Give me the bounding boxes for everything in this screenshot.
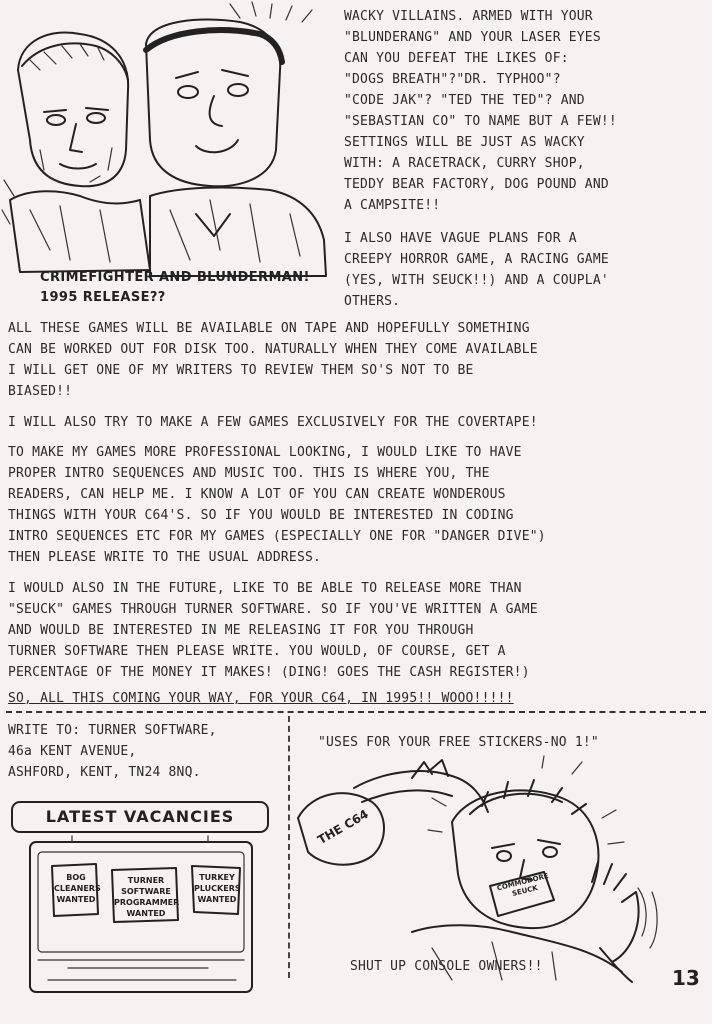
c64-badge-label: THE C64 (315, 806, 371, 848)
text-line: READERS, CAN HELP ME. I KNOW A LOT OF YOU CAN CREATE WONDEROUS (8, 487, 506, 502)
text-line: THINGS WITH YOUR C64'S. SO IF YOU WOULD BE INTERESTED IN CODING (8, 508, 514, 523)
text-line: A CAMPSITE!! (344, 198, 441, 213)
card-line: CLEANERS (54, 884, 101, 893)
card-line: WANTED (197, 895, 237, 904)
card-line: PLUCKERS (194, 884, 241, 893)
text-line: "SEBASTIAN CO" TO NAME BUT A FEW!! (344, 114, 617, 129)
illustration-caption (40, 268, 340, 308)
horizontal-divider (6, 711, 706, 713)
text-line: CAN BE WORKED OUT FOR DISK TOO. NATURALLY WHEN THEY COME AVAILABLE (8, 342, 538, 357)
mouth-sticker-label: COMMODORE SEUCK (496, 871, 550, 898)
stickers-illustration (292, 752, 672, 984)
text-line: PROPER INTRO SEQUENCES AND MUSIC TOO. THIS IS WHERE YOU, THE (8, 466, 490, 481)
card-line: TURNER (127, 876, 165, 885)
text-line: TO MAKE MY GAMES MORE PROFESSIONAL LOOKING, I WOULD LIKE TO HAVE (8, 445, 522, 460)
vacancy-card-programmer (114, 875, 178, 919)
body-paragraph-releasing (8, 578, 708, 683)
address-line: ASHFORD, KENT, TN24 8NQ. (8, 765, 201, 780)
text-line: I WILL GET ONE OF MY WRITERS TO REVIEW THEM SO'S NOT TO BE (8, 363, 474, 378)
vacancies-board (8, 796, 278, 1004)
caption-line-2: 1995 RELEASE?? (40, 290, 166, 305)
address-line: WRITE TO: TURNER SOFTWARE, (8, 723, 217, 738)
text-line: "BLUNDERANG" AND YOUR LASER EYES (344, 30, 601, 45)
text-line: THEN PLEASE WRITE TO THE USUAL ADDRESS. (8, 550, 322, 565)
body-paragraph-covertape (8, 412, 708, 433)
text-line: "CODE JAK"? "TED THE TED"? AND (344, 93, 585, 108)
vacancies-sign: LATEST VACANCIES (45, 807, 235, 826)
page-number: 13 (672, 966, 700, 990)
body-paragraph-intro-sequences (8, 442, 708, 568)
text-line: PERCENTAGE OF THE MONEY IT MAKES! (DING! GOES THE CASH REGISTER!) (8, 665, 530, 680)
crimefighter-illustration (0, 0, 340, 300)
stickers-title: "USES FOR YOUR FREE STICKERS-NO 1!" (318, 735, 599, 750)
text-line: SETTINGS WILL BE JUST AS WACKY (344, 135, 585, 150)
card-line: BOG (66, 873, 86, 882)
text-line: INTRO SEQUENCES ETC FOR MY GAMES (ESPECIALLY ONE FOR "DANGER DIVE") (8, 529, 546, 544)
stickers-caption: SHUT UP CONSOLE OWNERS!! (350, 959, 543, 974)
text-line: CAN YOU DEFEAT THE LIKES OF: (344, 51, 569, 66)
card-line: SOFTWARE (121, 887, 171, 896)
text-line: (YES, WITH SEUCK!!) AND A COUPLA' (344, 273, 609, 288)
text-line: I WILL ALSO TRY TO MAKE A FEW GAMES EXCLUSIVELY FOR THE COVERTAPE! (8, 415, 538, 430)
text-line: OTHERS. (344, 294, 401, 309)
caption-line-1: CRIMEFIGHTER AND BLUNDERMAN! (40, 270, 310, 285)
text-line: WACKY VILLAINS. ARMED WITH YOUR (344, 9, 593, 24)
card-line: WANTED (56, 895, 96, 904)
vacancy-card-bog-cleaners (54, 872, 101, 905)
card-line: TURKEY (199, 873, 235, 882)
vacancy-card-turkey-pluckers (194, 872, 240, 905)
address-block (8, 720, 288, 783)
body-paragraph-closing (8, 688, 708, 709)
text-line: SO, ALL THIS COMING YOUR WAY, FOR YOUR C64, IN 1995!! WOOO!!!!! (8, 691, 514, 706)
card-line: PROGRAMMER (114, 898, 180, 907)
villains-paragraph (344, 6, 704, 216)
card-line: WANTED (126, 909, 166, 918)
text-line: "DOGS BREATH"?"DR. TYPHOO"? (344, 72, 561, 87)
text-line: TEDDY BEAR FACTORY, DOG POUND AND (344, 177, 609, 192)
text-line: "SEUCK" GAMES THROUGH TURNER SOFTWARE. SO IF YOU'VE WRITTEN A GAME (8, 602, 538, 617)
text-line: AND WOULD BE INTERESTED IN ME RELEASING IT FOR YOU THROUGH (8, 623, 474, 638)
text-line: BIASED!! (8, 384, 73, 399)
plans-paragraph (344, 228, 704, 312)
text-line: WITH: A RACETRACK, CURRY SHOP, (344, 156, 585, 171)
text-line: TURNER SOFTWARE THEN PLEASE WRITE. YOU WOULD, OF COURSE, GET A (8, 644, 506, 659)
vertical-divider (288, 716, 290, 978)
text-line: I ALSO HAVE VAGUE PLANS FOR A (344, 231, 577, 246)
address-line: 46a KENT AVENUE, (8, 744, 137, 759)
text-line: ALL THESE GAMES WILL BE AVAILABLE ON TAPE AND HOPEFULLY SOMETHING (8, 321, 530, 336)
body-paragraph-availability (8, 318, 708, 402)
text-line: CREEPY HORROR GAME, A RACING GAME (344, 252, 609, 267)
text-line: I WOULD ALSO IN THE FUTURE, LIKE TO BE ABLE TO RELEASE MORE THAN (8, 581, 522, 596)
